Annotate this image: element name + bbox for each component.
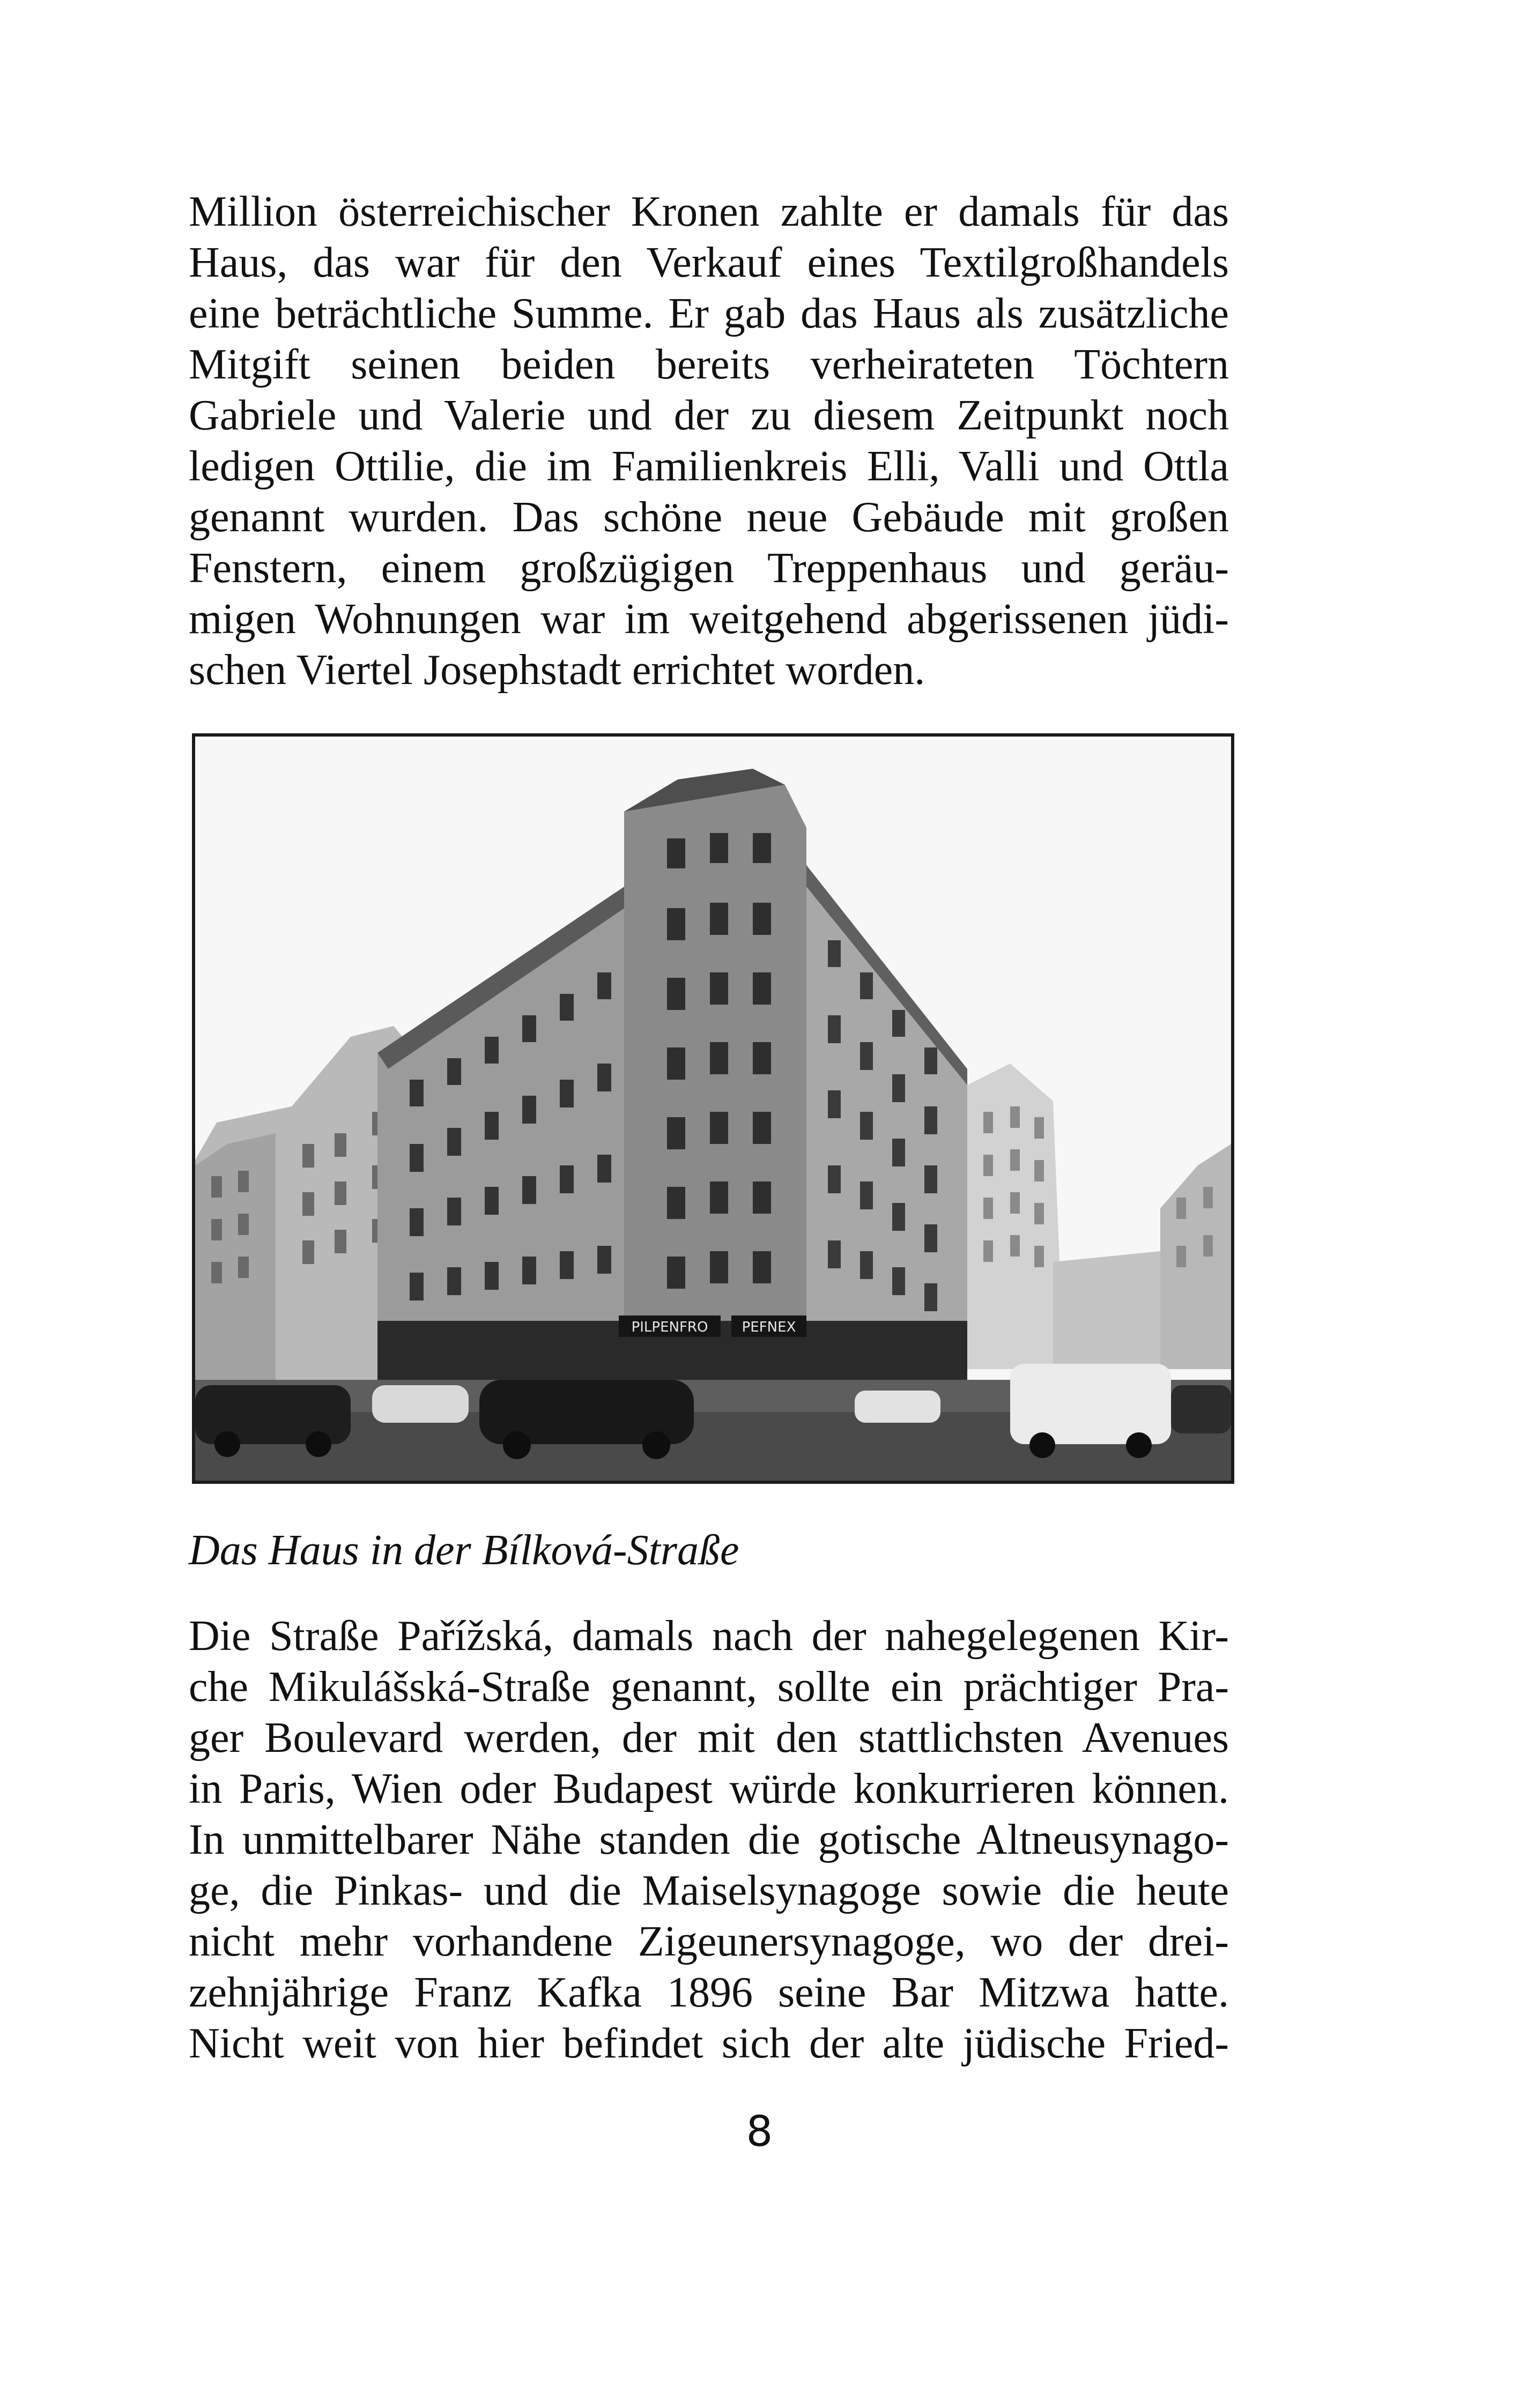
text-line: Mitgift seinen beiden bereits verheirateten Töchtern xyxy=(189,341,1229,388)
text-line: eine beträchtliche Summe. Er gab das Haus als zusätzliche xyxy=(189,290,1229,337)
text-line: nicht mehr vorhandene Zigeunersynagoge, wo der drei- xyxy=(189,1918,1229,1965)
text-line: Fenstern, einem großzügigen Treppenhaus und geräu- xyxy=(189,545,1229,592)
shop-sign-right: PEFNEX xyxy=(742,1319,796,1335)
text-line: ledigen Ottilie, die im Familienkreis Elli, Valli und Ottla xyxy=(189,443,1229,490)
paragraph-top xyxy=(189,187,1229,696)
text-line: in Paris, Wien oder Budapest würde konkurrieren können. xyxy=(189,1765,1229,1812)
text-line: ger Boulevard werden, der mit den stattlichsten Avenues xyxy=(189,1714,1229,1762)
text-line: Die Straße Pařížská, damals nach der nahegelegenen Kir- xyxy=(189,1612,1229,1660)
text-line: Haus, das war für den Verkauf eines Textilgroßhandels xyxy=(189,239,1229,286)
text-line: ge, die Pinkas- und die Maiselsynagoge sowie die heute xyxy=(189,1867,1229,1914)
shop-sign-left: PILPENFRO xyxy=(631,1319,708,1335)
building-photo xyxy=(192,733,1234,1484)
page-number: 8 xyxy=(746,2108,773,2156)
text-line: genannt wurden. Das schöne neue Gebäude mit großen xyxy=(189,494,1229,541)
text-line: Nicht weit von hier befindet sich der alte jüdische Fried- xyxy=(189,2020,1229,2067)
photo-caption: Das Haus in der Bílková-Straße xyxy=(189,1527,739,1574)
text-line: migen Wohnungen war im weitgehend abgerissenen jüdi- xyxy=(189,596,1229,643)
building-photo-illustration xyxy=(195,737,1231,1481)
text-line: In unmittelbarer Nähe standen die gotische Altneusynago- xyxy=(189,1816,1229,1863)
text-line: che Mikulášská-Straße genannt, sollte ein prächtiger Pra- xyxy=(189,1663,1229,1711)
text-line: Million österreichischer Kronen zahlte er damals für das xyxy=(189,188,1229,235)
paragraph-bottom xyxy=(189,1611,1229,2069)
text-line: schen Viertel Josephstadt errichtet worden. xyxy=(189,646,925,694)
text-line: zehnjährige Franz Kafka 1896 seine Bar Mitzwa hatte. xyxy=(189,1969,1229,2016)
text-line: Gabriele und Valerie und der zu diesem Zeitpunkt noch xyxy=(189,392,1229,439)
